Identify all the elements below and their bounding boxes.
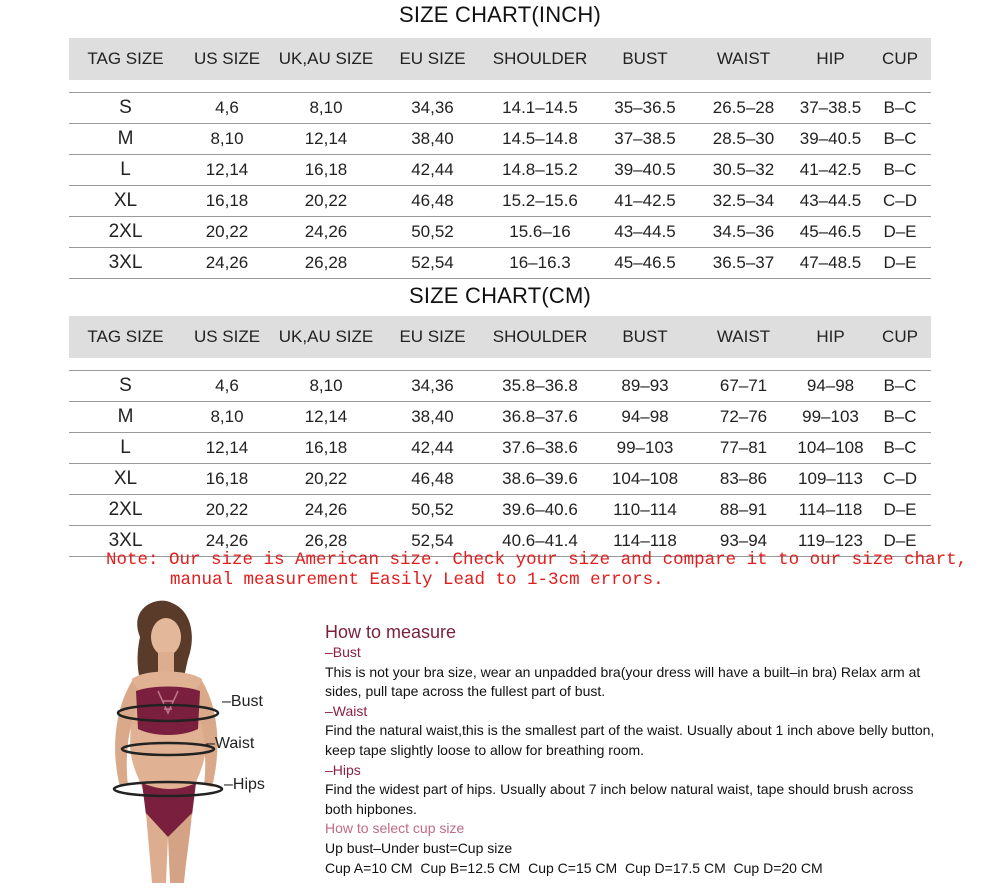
table-cell: 50,52 (380, 495, 485, 526)
table-cell: 43–44.5 (595, 217, 695, 248)
model-figure (88, 597, 308, 883)
table-cell: 72–76 (695, 402, 792, 433)
table-header-row (69, 38, 931, 80)
column-header: US SIZE (182, 38, 272, 80)
table-cell: D–E (869, 217, 931, 248)
table-cell: 41–42.5 (595, 186, 695, 217)
table-cell: 52,54 (380, 526, 485, 557)
column-header: US SIZE (182, 316, 272, 358)
table-row (69, 217, 931, 248)
table-cell: 88–91 (695, 495, 792, 526)
table-cell: B–C (869, 155, 931, 186)
table-cell: B–C (869, 93, 931, 124)
table-cell: 8,10 (182, 124, 272, 155)
table-row (69, 495, 931, 526)
column-header: TAG SIZE (69, 316, 182, 358)
column-header: SHOULDER (485, 316, 595, 358)
table-cell: 16,18 (182, 186, 272, 217)
table-cell: 8,10 (272, 93, 380, 124)
table-cell: 42,44 (380, 155, 485, 186)
table-cell: M (69, 402, 182, 433)
column-header: UK,AU SIZE (272, 38, 380, 80)
table-cell: 2XL (69, 495, 182, 526)
table-cell: B–C (869, 433, 931, 464)
table-cell: 38,40 (380, 124, 485, 155)
table-cell: 37–38.5 (792, 93, 869, 124)
table-cell: 8,10 (272, 371, 380, 402)
table-row (69, 186, 931, 217)
table-cell: 114–118 (595, 526, 695, 557)
table-row (69, 433, 931, 464)
table-cell: 104–108 (595, 464, 695, 495)
table-cell: 26,28 (272, 526, 380, 557)
table-row (69, 464, 931, 495)
table-cell: XL (69, 186, 182, 217)
column-header: HIP (792, 38, 869, 80)
size-note (106, 550, 968, 590)
column-header: BUST (595, 316, 695, 358)
table-cell: 24,26 (182, 248, 272, 279)
cup-size-heading: How to select cup size (325, 820, 465, 837)
table-row (69, 248, 931, 279)
bust-subheading: –Bust (325, 644, 361, 660)
table-cell: 34,36 (380, 93, 485, 124)
table-cell: 45–46.5 (792, 217, 869, 248)
table-row (69, 402, 931, 433)
table-cell: 42,44 (380, 433, 485, 464)
cup-size-values: Cup A=10 CM Cup B=12.5 CM Cup C=15 CM Cup D=17.5 CM Cup D=20 CM (325, 859, 823, 876)
table-row (69, 371, 931, 402)
table-spacer-row (69, 80, 931, 93)
column-header: EU SIZE (380, 38, 485, 80)
table-cell: 46,48 (380, 464, 485, 495)
table-cell: 20,22 (272, 186, 380, 217)
table-cell: 93–94 (695, 526, 792, 557)
table-cell: 36.5–37 (695, 248, 792, 279)
table-cell: 35–36.5 (595, 93, 695, 124)
table-cell: L (69, 155, 182, 186)
table-cell: 67–71 (695, 371, 792, 402)
table-cell: 14.5–14.8 (485, 124, 595, 155)
table-cell: 37–38.5 (595, 124, 695, 155)
table-cell: 4,6 (182, 371, 272, 402)
cup-size-formula: Up bust–Under bust=Cup size (325, 839, 513, 856)
table-cell: 114–118 (792, 495, 869, 526)
table-cell: 35.8–36.8 (485, 371, 595, 402)
table-cell: B–C (869, 371, 931, 402)
table-cell: 20,22 (182, 217, 272, 248)
column-header: HIP (792, 316, 869, 358)
table-cell: C–D (869, 464, 931, 495)
column-header: UK,AU SIZE (272, 316, 380, 358)
waist-instructions: Find the natural waist,this is the smallest part of the waist. Usually about 1 inch above belly button, keep tape slightly loose to allow for breathing room. (325, 722, 935, 758)
table-cell: 20,22 (182, 495, 272, 526)
hips-subheading: –Hips (325, 761, 361, 778)
table-cell: 119–123 (792, 526, 869, 557)
table-cell: 99–103 (792, 402, 869, 433)
table-cell: 3XL (69, 526, 182, 557)
how-to-measure-heading: How to measure (325, 622, 457, 642)
table-cell: D–E (869, 526, 931, 557)
table-cell: 34,36 (380, 371, 485, 402)
table-cell: 3XL (69, 248, 182, 279)
table-cell: 94–98 (595, 402, 695, 433)
table-cell: 104–108 (792, 433, 869, 464)
waist-subheading: –Waist (325, 702, 368, 719)
table-cell: 99–103 (595, 433, 695, 464)
size-note-line-2: manual measurement Easily Lead to 1-3cm errors. (170, 570, 664, 590)
table-cell: 16,18 (272, 155, 380, 186)
table-cell: 89–93 (595, 371, 695, 402)
table-cell: 12,14 (272, 402, 380, 433)
table-cell: 39.6–40.6 (485, 495, 595, 526)
hips-instructions: Find the widest part of hips. Usually about 7 inch below natural waist, tape should brush across both hipbones. (325, 781, 914, 817)
hips-label: –Hips (224, 776, 265, 793)
column-header: EU SIZE (380, 316, 485, 358)
table-cell: 20,22 (272, 464, 380, 495)
table-cell: S (69, 371, 182, 402)
table-cell: 45–46.5 (595, 248, 695, 279)
size-note-line-1: Note: Our size is American size. Check your size and compare it to our size chart, (106, 550, 968, 570)
table-cell: 47–48.5 (792, 248, 869, 279)
table-row (69, 93, 931, 124)
table-cell: 26,28 (272, 248, 380, 279)
table-cell: 12,14 (182, 155, 272, 186)
table-spacer-row (69, 358, 931, 371)
table-cell: 43–44.5 (792, 186, 869, 217)
table-cell: 15.2–15.6 (485, 186, 595, 217)
table-cell: 15.6–16 (485, 217, 595, 248)
bust-instructions: This is not your bra size, wear an unpadded bra(your dress will have a built–in bra) Relax arm at sides, pull tape across the fullest part of bust. (325, 663, 921, 700)
table-cell: L (69, 433, 182, 464)
table-cell: B–C (869, 402, 931, 433)
inch-size-table (69, 38, 931, 279)
bust-label: –Bust (222, 693, 263, 710)
table-cell: 32.5–34 (695, 186, 792, 217)
cm-chart-title: SIZE CHART(CM) (408, 283, 592, 308)
column-header: BUST (595, 38, 695, 80)
model-silhouette-image (88, 597, 308, 883)
table-cell: 39–40.5 (792, 124, 869, 155)
table-cell: B–C (869, 124, 931, 155)
table-cell: 16–16.3 (485, 248, 595, 279)
table-cell: 4,6 (182, 93, 272, 124)
table-header-row (69, 316, 931, 358)
table-cell: 36.8–37.6 (485, 402, 595, 433)
table-cell: 26.5–28 (695, 93, 792, 124)
table-cell: D–E (869, 495, 931, 526)
waist-label: –Waist (206, 735, 255, 752)
table-cell: C–D (869, 186, 931, 217)
column-header: SHOULDER (485, 38, 595, 80)
table-cell: 34.5–36 (695, 217, 792, 248)
table-cell: 24,26 (182, 526, 272, 557)
table-cell: 30.5–32 (695, 155, 792, 186)
table-cell: 12,14 (182, 433, 272, 464)
table-cell: 8,10 (182, 402, 272, 433)
table-cell: 39–40.5 (595, 155, 695, 186)
table-cell: 46,48 (380, 186, 485, 217)
inch-chart-title: SIZE CHART(INCH) (398, 2, 602, 27)
table-cell: 110–114 (595, 495, 695, 526)
table-cell: 2XL (69, 217, 182, 248)
table-cell: S (69, 93, 182, 124)
column-header: TAG SIZE (69, 38, 182, 80)
table-cell: 50,52 (380, 217, 485, 248)
how-to-measure-section (325, 621, 935, 878)
table-cell: 14.8–15.2 (485, 155, 595, 186)
table-cell: 41–42.5 (792, 155, 869, 186)
table-cell: 37.6–38.6 (485, 433, 595, 464)
column-header: WAIST (695, 38, 792, 80)
column-header: WAIST (695, 316, 792, 358)
table-row (69, 155, 931, 186)
cm-size-table (69, 316, 931, 557)
table-cell: D–E (869, 248, 931, 279)
table-cell: 16,18 (182, 464, 272, 495)
table-cell: 38,40 (380, 402, 485, 433)
table-cell: 83–86 (695, 464, 792, 495)
table-cell: 24,26 (272, 217, 380, 248)
table-cell: 94–98 (792, 371, 869, 402)
table-cell: 12,14 (272, 124, 380, 155)
table-cell: 16,18 (272, 433, 380, 464)
table-cell: 109–113 (792, 464, 869, 495)
table-cell: 24,26 (272, 495, 380, 526)
table-cell: 28.5–30 (695, 124, 792, 155)
table-cell: 14.1–14.5 (485, 93, 595, 124)
table-cell: 40.6–41.4 (485, 526, 595, 557)
table-cell: XL (69, 464, 182, 495)
table-cell: 52,54 (380, 248, 485, 279)
column-header: CUP (869, 316, 931, 358)
column-header: CUP (869, 38, 931, 80)
table-row (69, 124, 931, 155)
table-cell: M (69, 124, 182, 155)
table-cell: 38.6–39.6 (485, 464, 595, 495)
table-cell: 77–81 (695, 433, 792, 464)
